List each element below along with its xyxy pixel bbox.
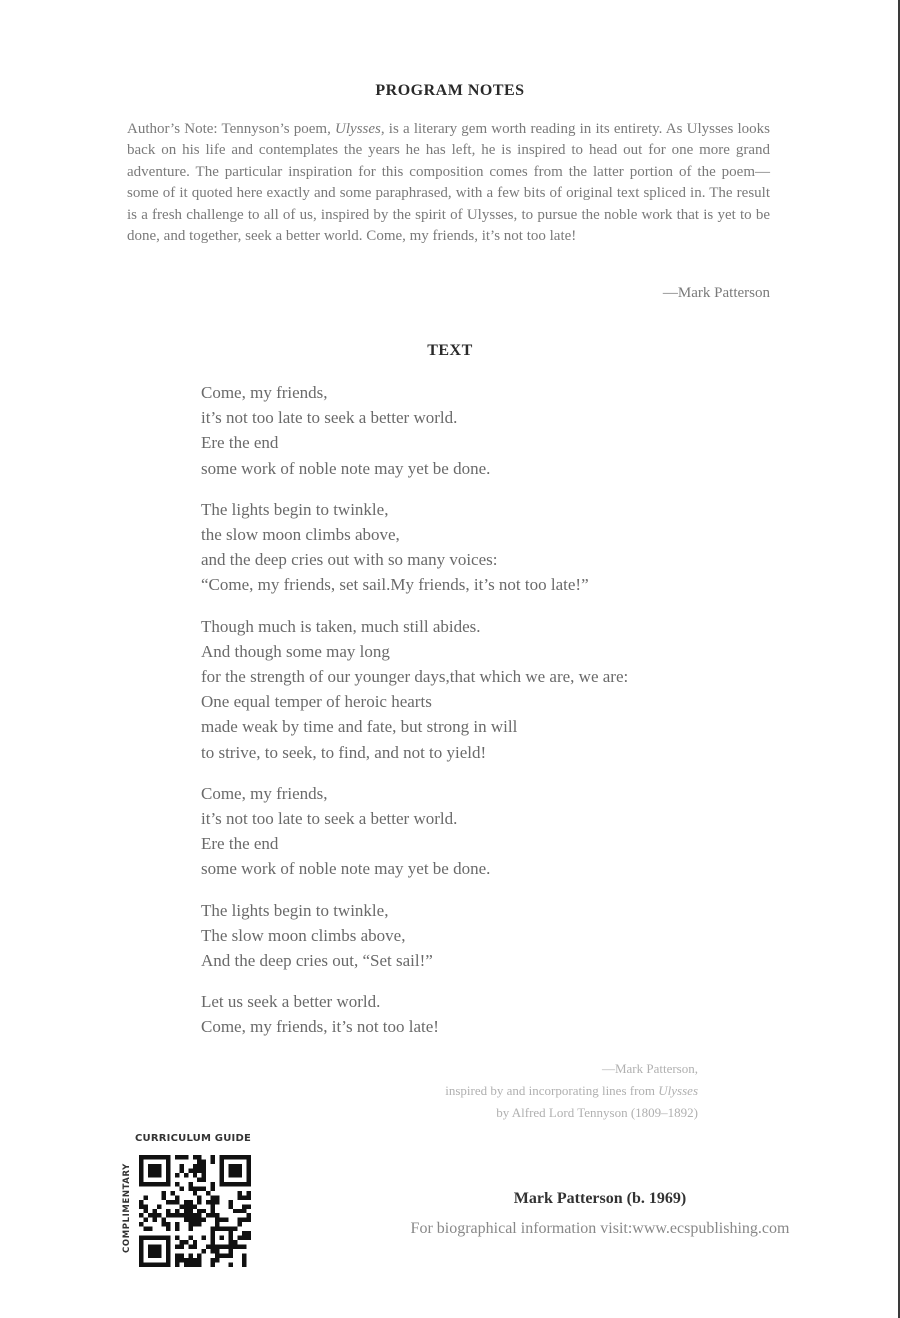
qr-module [202,1186,206,1190]
poem-line: Though much is taken, much still abides. [201,616,481,636]
qr-module [166,1200,170,1204]
qr-module [215,1254,219,1258]
qr-module [193,1240,197,1244]
qr-module [179,1164,183,1168]
poem-line: The slow moon climbs above, [201,925,406,945]
qr-module [179,1168,183,1172]
qr-module [211,1263,215,1267]
qr-module [184,1258,188,1262]
poem-stanza [201,497,761,598]
qr-module [184,1204,188,1208]
qr-module [206,1200,210,1204]
qr-module [238,1191,242,1195]
text-heading: TEXT [427,342,473,359]
qr-module [184,1213,188,1217]
qr-module [166,1209,170,1213]
qr-module [193,1218,197,1222]
qr-module [184,1209,188,1213]
poem-line: Come, my friends, it’s not too late! [201,1017,439,1037]
qr-module [247,1218,251,1222]
notes-text: , is a literary gem worth reading in its entirety. As Ulysses looks back on his life and contemplates the years he has left, he is inspired to head out for one more grand adventure. The particular inspiration for this composition comes from the latter portion of the poem—some of it quoted here exactly and some paraphrased, with a few bits of original text spliced in. The result is a fresh challenge to all of us, inspired by the spirit of Ulysses, to pursue the noble work that is yet to be done, and together, seek a better world. Come, my friends, it’s not too late! [127,121,770,245]
qr-module [175,1245,179,1249]
qr-module [206,1245,210,1249]
qr-module [175,1213,179,1217]
poem-line: “Come, my friends, set sail.My friends, it’s not too late!” [201,575,589,595]
notes-intro: Author’s Note: Tennyson’s poem, [127,121,336,137]
poem-line: And the deep cries out, “Set sail!” [201,951,433,971]
poem-text [201,380,761,1056]
credit-byline: by Alfred Lord Tennyson (1809–1892) [496,1105,698,1120]
qr-module [229,1249,233,1253]
qr-module [175,1258,179,1262]
notes-poem-title: Ulysses [335,121,381,137]
qr-module [175,1263,179,1267]
qr-code-icon[interactable] [139,1155,251,1267]
qr-module [175,1222,179,1226]
qr-module [215,1258,219,1262]
qr-module [143,1195,147,1199]
qr-module [211,1249,215,1253]
qr-module [161,1195,165,1199]
qr-module [220,1254,224,1258]
poem-stanza [201,898,761,974]
qr-module [157,1204,161,1208]
poem-stanza [201,781,761,882]
qr-module [202,1173,206,1177]
qr-module [188,1213,192,1217]
poem-line: some work of noble note may yet be done. [201,859,491,879]
qr-module [211,1195,215,1199]
qr-module [193,1263,197,1267]
qr-module [179,1258,183,1262]
poem-line: the slow moon climbs above, [201,525,400,545]
qr-module [179,1213,183,1217]
qr-module [202,1209,206,1213]
qr-module [229,1164,242,1177]
qr-module [148,1213,152,1217]
qr-module [197,1164,201,1168]
qr-module [193,1191,197,1195]
qr-module [197,1200,201,1204]
qr-module [197,1213,201,1217]
qr-module [148,1245,161,1258]
qr-module [179,1254,183,1258]
qr-module [152,1218,156,1222]
qr-module [247,1231,251,1235]
qr-module [188,1209,192,1213]
qr-module [197,1218,201,1222]
qr-module [179,1204,183,1208]
qr-module [170,1213,174,1217]
qr-module [184,1263,188,1267]
qr-module [184,1200,188,1204]
qr-module [247,1204,251,1208]
poem-line: One equal temper of heroic hearts [201,692,432,712]
qr-module [211,1186,215,1190]
qr-module [152,1209,156,1213]
qr-module [238,1222,242,1226]
qr-module [215,1195,219,1199]
qr-module [175,1155,179,1159]
qr-module [170,1200,174,1204]
qr-module [188,1204,192,1208]
poem-line: Let us seek a better world. [201,992,381,1012]
qr-module [184,1240,188,1244]
qr-module [166,1222,170,1226]
composer-name: Mark Patterson (b. 1969) [513,1190,687,1207]
qr-module [247,1236,251,1240]
qr-module [188,1227,192,1231]
poem-line: The lights begin to twinkle, [201,900,389,920]
notes-signature: —Mark Patterson [662,285,770,301]
qr-module [193,1245,197,1249]
qr-module [193,1204,197,1208]
qr-module [242,1258,246,1262]
qr-module [224,1218,228,1222]
qr-module [233,1209,237,1213]
qr-module [229,1263,233,1267]
qr-module [229,1254,233,1258]
qr-module [184,1218,188,1222]
qr-module [238,1245,242,1249]
qr-module [211,1182,215,1186]
qr-module [224,1254,228,1258]
qr-module [242,1236,246,1240]
poem-stanza [201,380,761,481]
qr-module [197,1186,201,1190]
qr-module [242,1218,246,1222]
qr-module [193,1164,197,1168]
qr-module [233,1240,237,1244]
qr-module [166,1227,170,1231]
qr-module [202,1164,206,1168]
qr-module [211,1258,215,1262]
qr-module [143,1218,147,1222]
qr-module [220,1218,224,1222]
qr-module [233,1245,237,1249]
qr-module [175,1173,179,1177]
qr-module [188,1182,192,1186]
credit-inspired [445,1080,698,1102]
qr-module [188,1263,192,1267]
poem-line: it’s not too late to seek a better world. [201,408,458,428]
curriculum-guide-qr-block[interactable] [118,1133,268,1273]
qr-module [139,1222,143,1226]
qr-module [179,1186,183,1190]
qr-module [202,1236,206,1240]
poem-line: Come, my friends, [201,383,328,402]
qr-module [197,1177,201,1181]
qr-module [179,1245,183,1249]
qr-module [247,1213,251,1217]
qr-module [175,1227,179,1231]
qr-module [139,1213,143,1217]
qr-module [202,1218,206,1222]
qr-module [242,1195,246,1199]
qr-module [193,1155,197,1159]
qr-module [233,1227,237,1231]
composer-bio-link[interactable]: For biographical information visit:www.ecspublishing.com [410,1220,790,1237]
poem-line: and the deep cries out with so many voices: [201,550,498,570]
qr-module [215,1218,219,1222]
program-notes-body [127,119,770,247]
qr-module [175,1195,179,1199]
qr-module [188,1245,192,1249]
qr-side-label: COMPLIMENTARY [122,1163,132,1253]
qr-module [148,1164,161,1177]
qr-module [197,1195,201,1199]
qr-module [229,1200,233,1204]
qr-module [206,1213,210,1217]
qr-module [211,1200,215,1204]
qr-module [211,1213,215,1217]
qr-module [202,1249,206,1253]
poem-line: some work of noble note may yet be done. [201,458,491,478]
qr-module [179,1155,183,1159]
qr-module [229,1204,233,1208]
qr-module [184,1155,188,1159]
qr-module [238,1195,242,1199]
qr-module [197,1209,201,1213]
qr-module [238,1236,242,1240]
poem-line: to strive, to seek, to find, and not to yield! [201,742,487,762]
qr-module [193,1186,197,1190]
qr-module [211,1204,215,1208]
qr-module [139,1200,143,1204]
qr-module [220,1236,224,1240]
qr-module [242,1204,246,1208]
qr-module [166,1213,170,1217]
poem-line: Ere the end [201,433,279,453]
qr-module [202,1177,206,1181]
credit-inspired-prefix: inspired by and incorporating lines from [445,1083,659,1098]
qr-module [170,1191,174,1195]
credit-inspired-title: Ulysses [658,1083,698,1098]
qr-module [188,1168,192,1172]
poem-stanza [201,614,761,765]
qr-module [215,1222,219,1226]
qr-module [238,1209,242,1213]
qr-module [188,1218,192,1222]
qr-module [161,1191,165,1195]
qr-module [242,1245,246,1249]
qr-module [197,1155,201,1159]
qr-module [215,1200,219,1204]
program-notes-heading: PROGRAM NOTES [375,82,525,99]
qr-module [206,1191,210,1195]
qr-module [188,1254,192,1258]
poem-line: for the strength of our younger days,that which we are, we are: [201,667,629,687]
qr-module [139,1204,143,1208]
qr-module [161,1222,165,1226]
qr-module [242,1254,246,1258]
qr-module [161,1218,165,1222]
qr-module [197,1168,201,1172]
poem-line: Ere the end [201,834,279,854]
qr-module [202,1168,206,1172]
qr-module [188,1200,192,1204]
qr-module [184,1173,188,1177]
qr-module [197,1254,201,1258]
qr-module [247,1195,251,1199]
poem-line: it’s not too late to seek a better world. [201,809,458,829]
qr-module [215,1249,219,1253]
qr-module [202,1159,206,1163]
qr-module [143,1204,147,1208]
qr-module [211,1155,215,1159]
qr-module [188,1236,192,1240]
credit-author: —Mark Patterson, [601,1061,698,1076]
qr-module [175,1200,179,1204]
qr-module [175,1209,179,1213]
qr-module [197,1222,201,1226]
qr-module [188,1186,192,1190]
qr-module [238,1218,242,1222]
qr-module [152,1213,156,1217]
qr-module [215,1213,219,1217]
poem-stanza [201,989,761,1039]
qr-module [197,1263,201,1267]
qr-module [175,1182,179,1186]
poem-line: Come, my friends, [201,783,328,803]
qr-module [143,1227,147,1231]
qr-module [247,1191,251,1195]
qr-module [188,1258,192,1262]
qr-module [175,1236,179,1240]
qr-module [193,1168,197,1172]
poem-line: The lights begin to twinkle, [201,499,389,519]
qr-module [193,1222,197,1226]
qr-module [148,1227,152,1231]
qr-title: CURRICULUM GUIDE [135,1133,251,1144]
qr-module [188,1222,192,1226]
qr-module [193,1258,197,1262]
qr-module [197,1159,201,1163]
qr-module [242,1263,246,1267]
qr-module [193,1213,197,1217]
qr-module [197,1258,201,1262]
qr-module [242,1209,246,1213]
qr-module [157,1213,161,1217]
qr-module [179,1240,183,1244]
poem-credit [445,1058,698,1124]
qr-module [175,1254,179,1258]
poem-line: made weak by time and fate, but strong in will [201,717,518,737]
qr-module [211,1159,215,1163]
qr-module [193,1173,197,1177]
qr-module [211,1209,215,1213]
poem-line: And though some may long [201,641,390,661]
qr-module [143,1209,147,1213]
qr-module [242,1231,246,1235]
